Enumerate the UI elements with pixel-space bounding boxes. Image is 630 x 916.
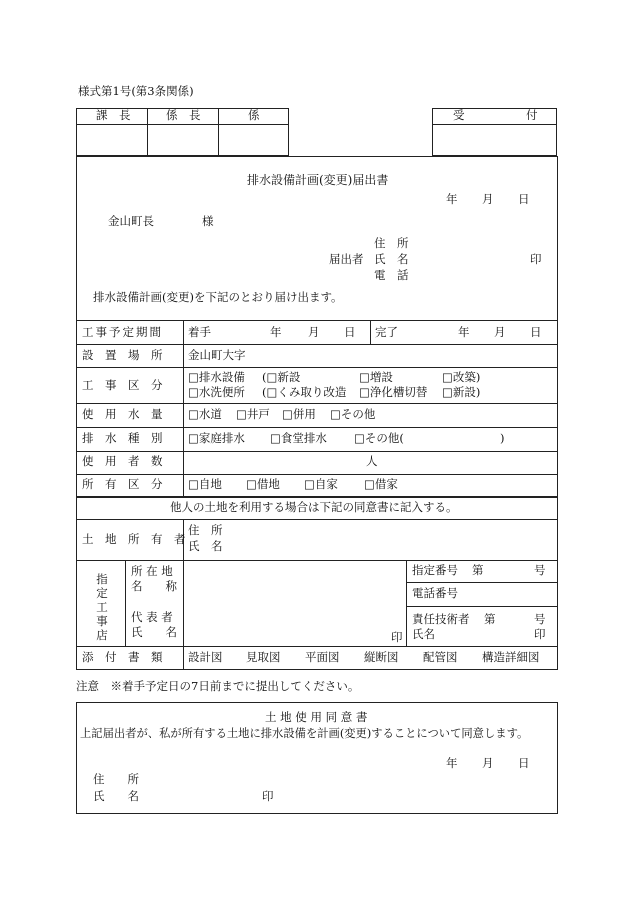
reg-number-go: 号 bbox=[534, 563, 546, 577]
form-title: 排水設備計画(変更)届出書 bbox=[247, 173, 389, 187]
tsuke-label: 付 bbox=[526, 108, 538, 122]
attach-piping: 配管図 bbox=[423, 650, 458, 664]
users-label: 使 用 者 数 bbox=[82, 454, 163, 468]
owner-opt-rentedhouse[interactable]: □借家 bbox=[364, 477, 398, 491]
kakaricho-label: 係 長 bbox=[166, 108, 201, 122]
landowner-name-label: 氏 名 bbox=[188, 539, 223, 553]
attach-sketch: 見取図 bbox=[246, 650, 281, 664]
phone-number-label: 電話番号 bbox=[412, 586, 458, 600]
drain-label: 排 水 種 別 bbox=[82, 431, 163, 445]
reg-number-label: 指定番号 bbox=[412, 563, 458, 577]
water-label: 使 用 水 量 bbox=[82, 407, 163, 421]
applicant-role: 届出者 bbox=[329, 252, 364, 266]
period-start-month: 月 bbox=[308, 325, 320, 339]
engineer-dai: 第 bbox=[484, 612, 496, 626]
applicant-phone-label: 電 話 bbox=[374, 268, 409, 282]
period-end-year: 年 bbox=[458, 325, 470, 339]
place-label: 設 置 場 所 bbox=[82, 348, 163, 362]
form-number: 様式第1号(第3条関係) bbox=[78, 84, 194, 98]
drain-opt-close: ) bbox=[500, 431, 505, 445]
attach-section: 縦断図 bbox=[364, 650, 399, 664]
kubun-toilet-convert[interactable]: (□くみ取り改造 bbox=[262, 385, 347, 399]
period-end: 完了 bbox=[375, 325, 398, 339]
owner-label: 所 有 区 分 bbox=[82, 477, 163, 491]
users-unit: 人 bbox=[366, 454, 378, 468]
agreement-title: 土 地 使 用 同 意 書 bbox=[265, 710, 368, 724]
kubun-sewer-rebuild[interactable]: □改築) bbox=[442, 370, 481, 384]
owner-opt-leasedland[interactable]: □借地 bbox=[246, 477, 280, 491]
reg-number-dai: 第 bbox=[472, 563, 484, 577]
kakari-label: 係 bbox=[248, 108, 260, 122]
applicant-address-label: 住 所 bbox=[374, 236, 409, 250]
drain-opt-restaurant[interactable]: □食堂排水 bbox=[270, 431, 327, 445]
kacho-label: 課 長 bbox=[96, 108, 131, 122]
engineer-name-label: 氏名 bbox=[412, 627, 435, 641]
contractor-rep-name-label: 氏 名 bbox=[131, 625, 177, 639]
consent-note: 他人の土地を利用する場合は下記の同意書に記入する。 bbox=[170, 500, 458, 514]
kubun-sewer[interactable]: □排水設備 bbox=[188, 370, 245, 384]
water-opt-tap[interactable]: □水道 bbox=[188, 407, 222, 421]
agreement-day: 日 bbox=[518, 756, 530, 770]
agreement-address-label: 住 所 bbox=[93, 772, 139, 786]
engineer-go: 号 bbox=[534, 612, 546, 626]
period-start-day: 日 bbox=[344, 325, 356, 339]
addressee: 金山町長 bbox=[108, 214, 154, 228]
engineer-seal: 印 bbox=[534, 627, 546, 641]
contractor-side-label: 指定工事店 bbox=[96, 572, 108, 642]
attach-design: 設計図 bbox=[188, 650, 223, 664]
kubun-toilet-new[interactable]: □新設) bbox=[442, 385, 481, 399]
agreement-name-label: 氏 名 bbox=[93, 789, 139, 803]
owner-opt-ownhouse[interactable]: □自家 bbox=[304, 477, 338, 491]
attach-label: 添 付 書 類 bbox=[82, 650, 163, 664]
applicant-name-label: 氏 名 bbox=[374, 252, 409, 266]
submission-note: 注意 ※着手予定日の7日前までに提出してください。 bbox=[76, 679, 360, 693]
contractor-rep-label: 代 表 者 bbox=[131, 610, 173, 624]
landowner-address-label: 住 所 bbox=[188, 523, 223, 537]
engineer-label: 責任技術者 bbox=[412, 612, 470, 626]
kubun-toilet-switch[interactable]: □浄化槽切替 bbox=[359, 385, 428, 399]
date-month: 月 bbox=[482, 192, 494, 206]
agreement-year: 年 bbox=[446, 756, 458, 770]
date-day: 日 bbox=[518, 192, 530, 206]
applicant-seal: 印 bbox=[530, 252, 542, 266]
honorific: 様 bbox=[202, 214, 214, 228]
attach-detail: 構造詳細図 bbox=[482, 650, 540, 664]
kubun-sewer-new[interactable]: (□新設 bbox=[262, 370, 301, 384]
attach-plan: 平面図 bbox=[305, 650, 340, 664]
contractor-seal: 印 bbox=[391, 630, 403, 644]
uke-label: 受 bbox=[453, 108, 465, 122]
period-start-year: 年 bbox=[270, 325, 282, 339]
kubun-toilet[interactable]: □水洗便所 bbox=[188, 385, 245, 399]
contractor-company-label: 名 称 bbox=[131, 579, 177, 593]
agreement-text: 上記届出者が、私が所有する土地に排水設備を計画(変更)することについて同意します。 bbox=[80, 727, 529, 740]
owner-opt-ownland[interactable]: □自地 bbox=[188, 477, 222, 491]
period-start: 着手 bbox=[188, 325, 211, 339]
contractor-location-label: 所 在 地 bbox=[131, 564, 173, 578]
period-end-month: 月 bbox=[494, 325, 506, 339]
date-year: 年 bbox=[446, 192, 458, 206]
water-opt-other[interactable]: □その他 bbox=[330, 407, 376, 421]
kubun-sewer-add[interactable]: □増設 bbox=[359, 370, 393, 384]
agreement-month: 月 bbox=[482, 756, 494, 770]
water-opt-well[interactable]: □井戸 bbox=[236, 407, 270, 421]
kubun-label: 工 事 区 分 bbox=[82, 378, 163, 392]
intro-text: 排水設備計画(変更)を下記のとおり届け出ます。 bbox=[93, 290, 343, 304]
landowner-label: 土 地 所 有 者 bbox=[82, 532, 186, 546]
agreement-seal: 印 bbox=[262, 789, 274, 803]
drain-opt-home[interactable]: □家庭排水 bbox=[188, 431, 245, 445]
period-label: 工事予定期間 bbox=[82, 325, 163, 339]
place-value: 金山町大字 bbox=[188, 348, 246, 362]
period-end-day: 日 bbox=[530, 325, 542, 339]
water-opt-both[interactable]: □併用 bbox=[282, 407, 316, 421]
drain-opt-other[interactable]: □その他( bbox=[354, 431, 404, 445]
